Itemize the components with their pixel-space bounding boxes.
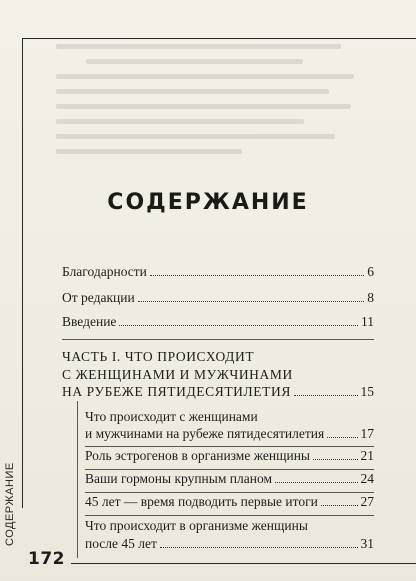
toc-subentry-page: 24 [360,471,374,486]
leader-dots [160,547,358,548]
toc-subentry-label: после 45 лет [85,536,157,551]
toc-subentry-line: Что происходит в организме женщины [85,518,308,533]
toc-subentry[interactable] [85,534,374,552]
part-title-final-line [62,382,374,400]
running-head: СОДЕРЖАНИЕ [4,462,16,546]
toc-entry[interactable] [62,288,374,306]
toc-subentry-page: 17 [360,426,374,441]
bleed-through-text [56,44,366,164]
toc-subentry-line: Что происходит с женщинами [85,409,258,424]
toc-subentry-label: Ваши гормоны крупным планом [85,471,272,486]
toc-entry-page: 8 [367,290,374,305]
leader-dots [313,459,358,460]
leader-dots [321,505,358,506]
frame-top-rule [22,38,416,39]
toc-subentry-label: Роль эстрогенов в организме женщины [85,448,310,463]
leader-dots [327,437,357,438]
leader-dots [150,275,364,276]
toc-subentry-label: и мужчинами на рубеже пятидесятилетия [85,426,325,441]
subsection-side-rule [77,401,78,558]
toc-entry-label: От редакции [62,290,135,305]
toc-entry-label: Благодарности [62,264,147,279]
part-title-line: ЧАСТЬ I. ЧТО ПРОИСХОДИТ [62,349,255,364]
part-page: 15 [360,384,374,399]
toc-entry[interactable] [62,312,374,330]
toc-entry-label: Введение [62,314,117,329]
page-number: 172 [28,549,65,569]
part-title-line: НА РУБЕЖЕ ПЯТИДЕСЯТИЛЕТИЯ [62,384,291,399]
toc-subentry[interactable] [85,424,374,442]
frame-bottom-rule [71,563,416,564]
frame-left-rule [22,38,23,508]
leader-dots [138,301,365,302]
leader-dots [275,482,358,483]
part-title-line: С ЖЕНЩИНАМИ И МУЖЧИНАМИ [62,367,293,382]
page-title: СОДЕРЖАНИЕ [107,190,309,215]
toc-subentry[interactable] [85,469,374,487]
toc-subentry[interactable] [85,492,374,510]
section-divider [62,339,374,340]
leader-dots [294,395,358,396]
toc-subentry-label: 45 лет — время подводить первые итоги [85,494,318,509]
toc-subentry-page: 21 [360,448,374,463]
toc-subentry[interactable] [85,446,374,464]
toc-entry[interactable] [62,262,374,280]
toc-entry-page: 11 [361,314,374,329]
toc-subentry-page: 31 [360,536,374,551]
leader-dots [119,325,358,326]
toc-subentry-page: 27 [360,494,374,509]
toc-entry-page: 6 [367,264,374,279]
subsection-divider [85,515,374,516]
